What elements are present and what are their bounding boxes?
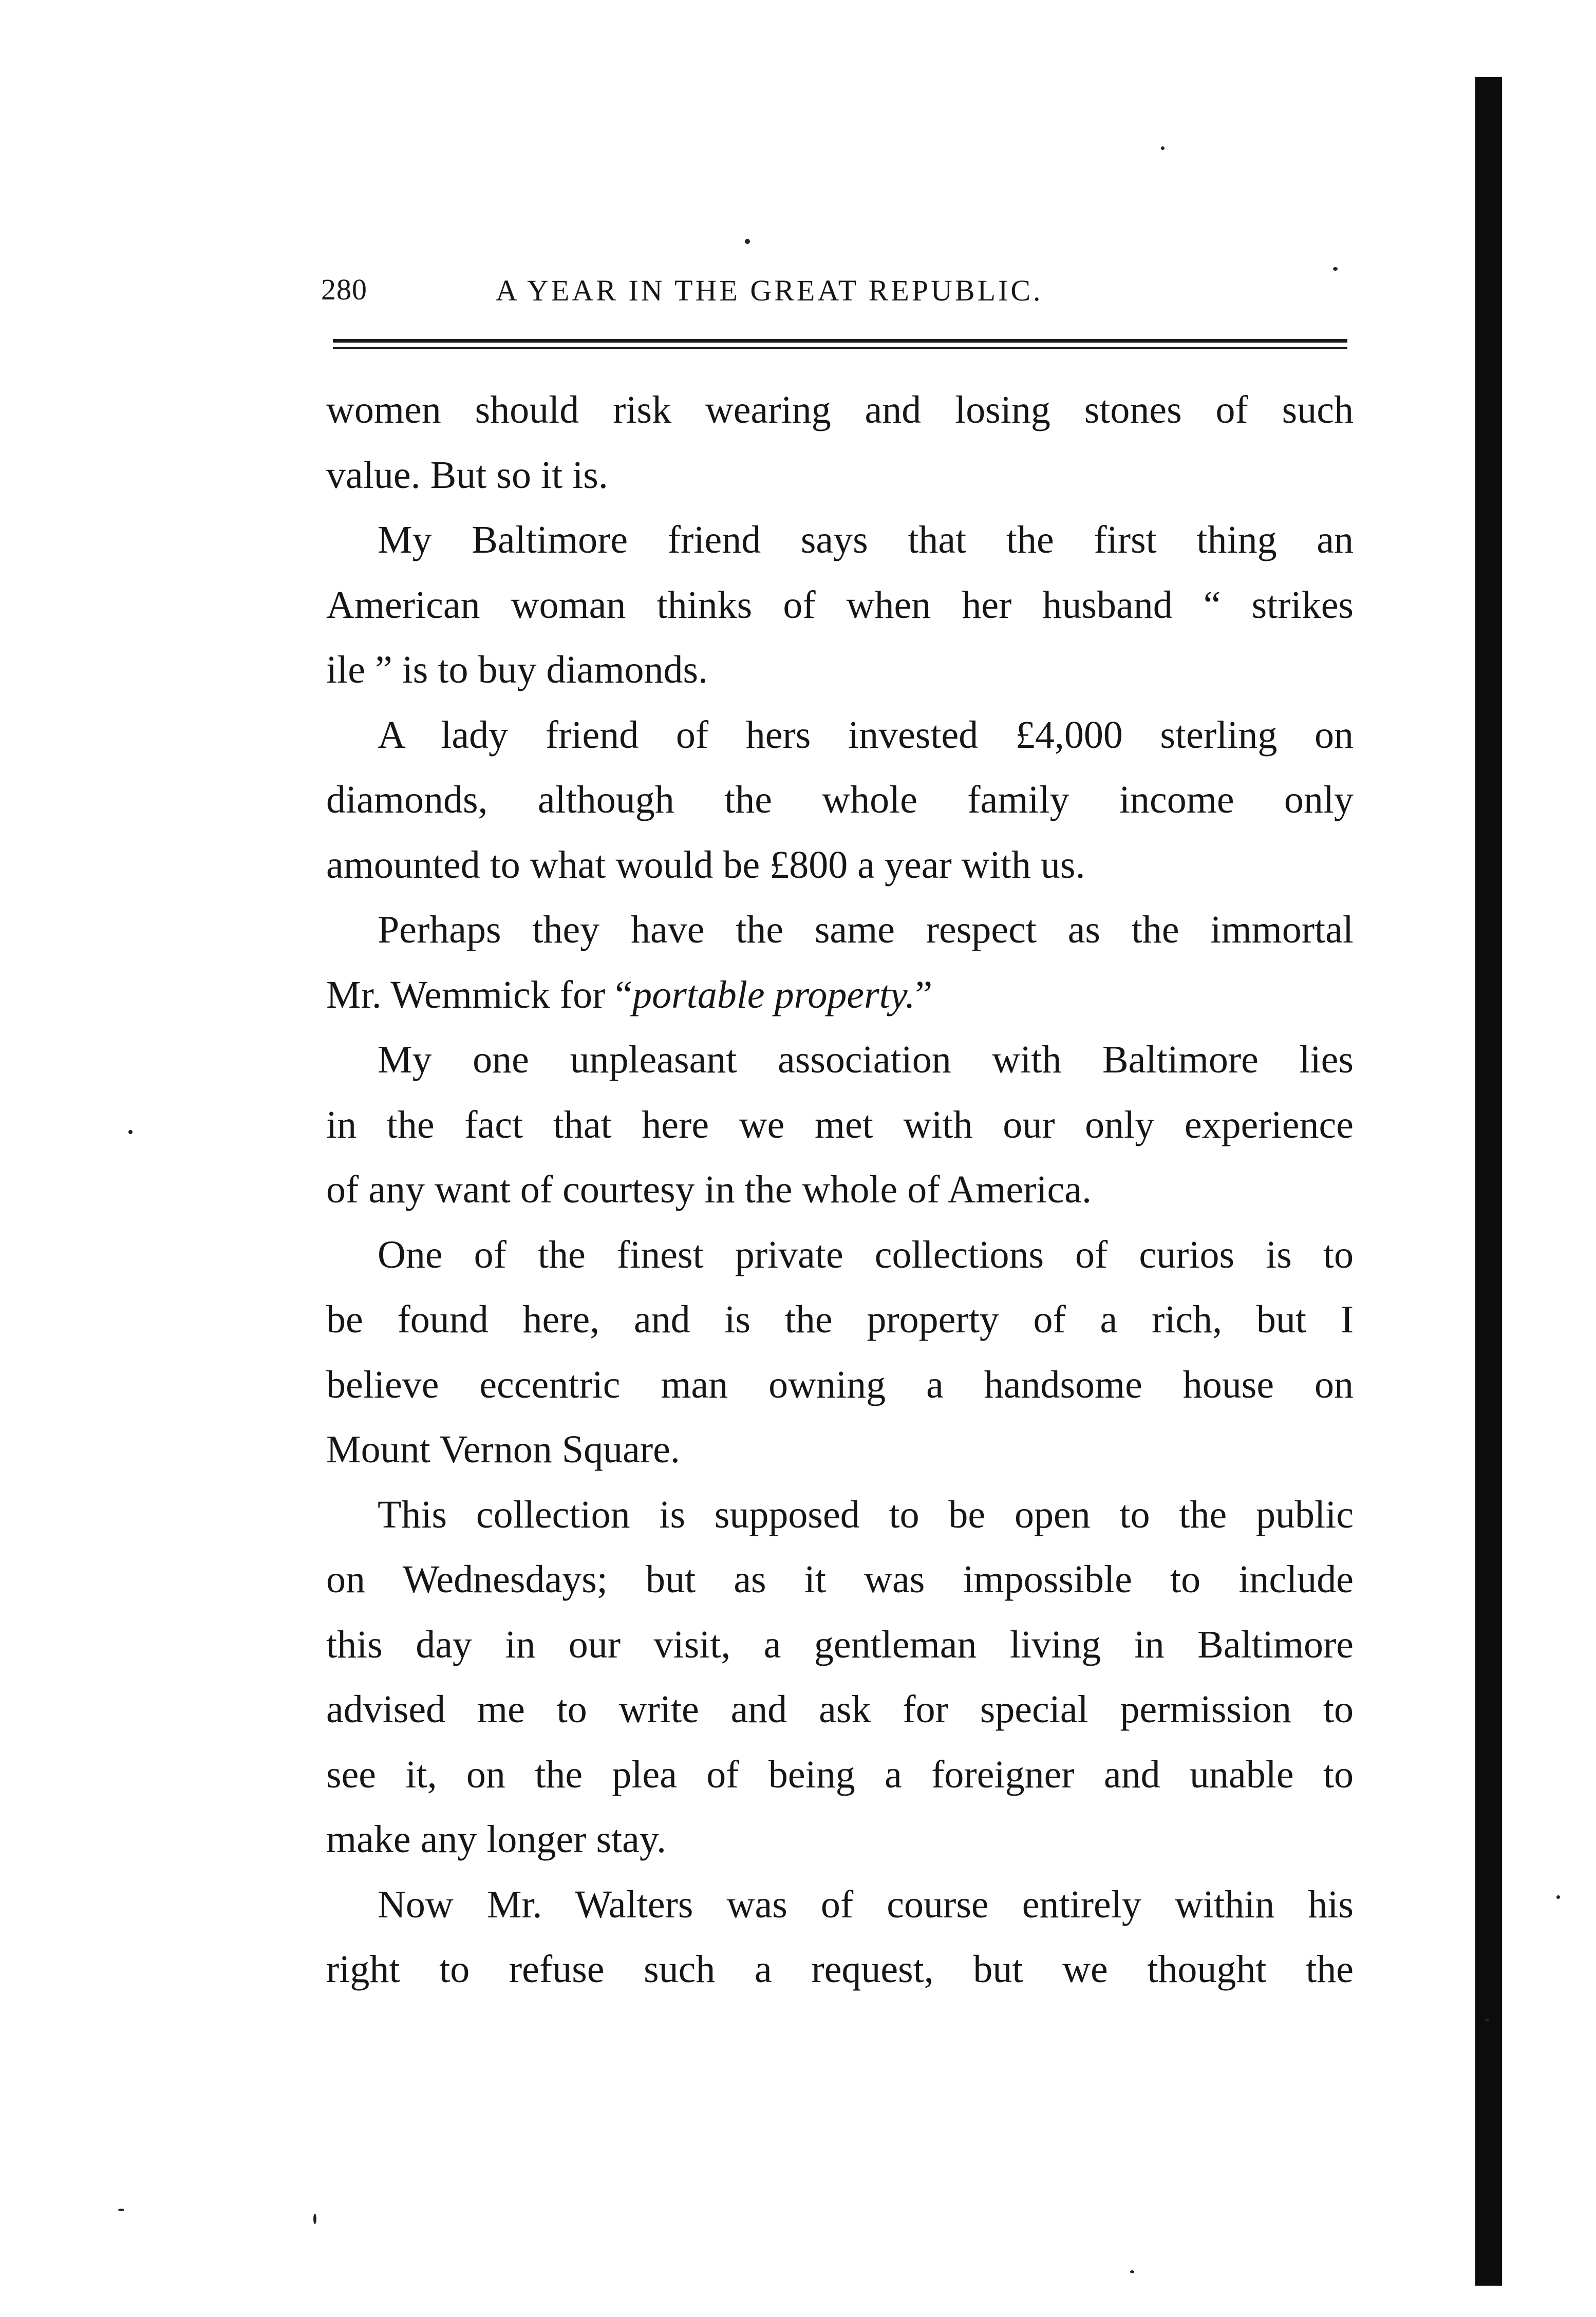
text-line: make any longer stay. [326,1818,666,1861]
italic-phrase: portable property. [632,973,915,1016]
text-line: believe eccentric man owning a handsome house on [326,1363,1354,1406]
scan-speck [745,239,750,244]
scan-speck [313,2214,316,2224]
paragraph-start-line: Perhaps they have the same respect as the immortal [378,908,1354,951]
text-line: advised me to write and ask for special permission to [326,1688,1354,1731]
running-header [321,272,1347,324]
text-line: ile ” is to buy diamonds. [326,648,708,691]
text-run: ” [915,973,933,1016]
paragraph-start-line: Now Mr. Walters was of course entirely within his [378,1882,1354,1926]
text-line: on Wednesdays; but as it was impossible to include [326,1558,1354,1601]
scan-speck [1161,146,1165,150]
text-line: American woman thinks of when her husband “ strikes [326,583,1354,627]
text-line: women should risk wearing and losing stones of such [326,388,1354,431]
paragraph-start-line: One of the finest private collections of curios is to [378,1233,1354,1276]
scan-speck [1130,2270,1134,2273]
scan-speck [118,2209,124,2211]
text-line [326,963,1354,1028]
scan-speck [1485,2019,1490,2022]
scan-edge-shadow [1475,77,1502,2286]
scan-speck [1333,267,1338,271]
page-number: 280 [321,273,367,306]
text-line: in the fact that here we met with our only experience [326,1103,1354,1146]
paragraph-start-line: A lady friend of hers invested £4,000 sterling on [378,713,1354,757]
text-line: be found here, and is the property of a rich, but I [326,1298,1354,1341]
header-rule-thin [333,347,1347,349]
paragraph-start-line: My one unpleasant association with Baltimore lies [378,1038,1354,1081]
text-line: value. But so it is. [326,453,608,497]
paragraph-start-line: My Baltimore friend says that the first thing an [378,518,1354,561]
text-line: amounted to what would be £800 a year with us. [326,843,1085,887]
scan-speck [128,1130,133,1134]
text-line: Mount Vernon Square. [326,1428,680,1471]
paragraph-start-line: This collection is supposed to be open to the public [378,1493,1354,1536]
header-rule-thick [333,339,1347,343]
text-line: see it, on the plea of being a foreigner and unable to [326,1753,1354,1796]
text-run: Mr. Wemmick for “ [326,973,633,1016]
text-line: diamonds, although the whole family income only [326,778,1354,821]
text-line: of any want of courtesy in the whole of America. [326,1168,1092,1211]
body-text [326,378,1354,2002]
scan-speck [1556,1895,1560,1899]
text-line: right to refuse such a request, but we thought the [326,1948,1354,1991]
running-title: A YEAR IN THE GREAT REPUBLIC. [496,274,1043,307]
text-line: this day in our visit, a gentleman living in Baltimore [326,1623,1354,1666]
